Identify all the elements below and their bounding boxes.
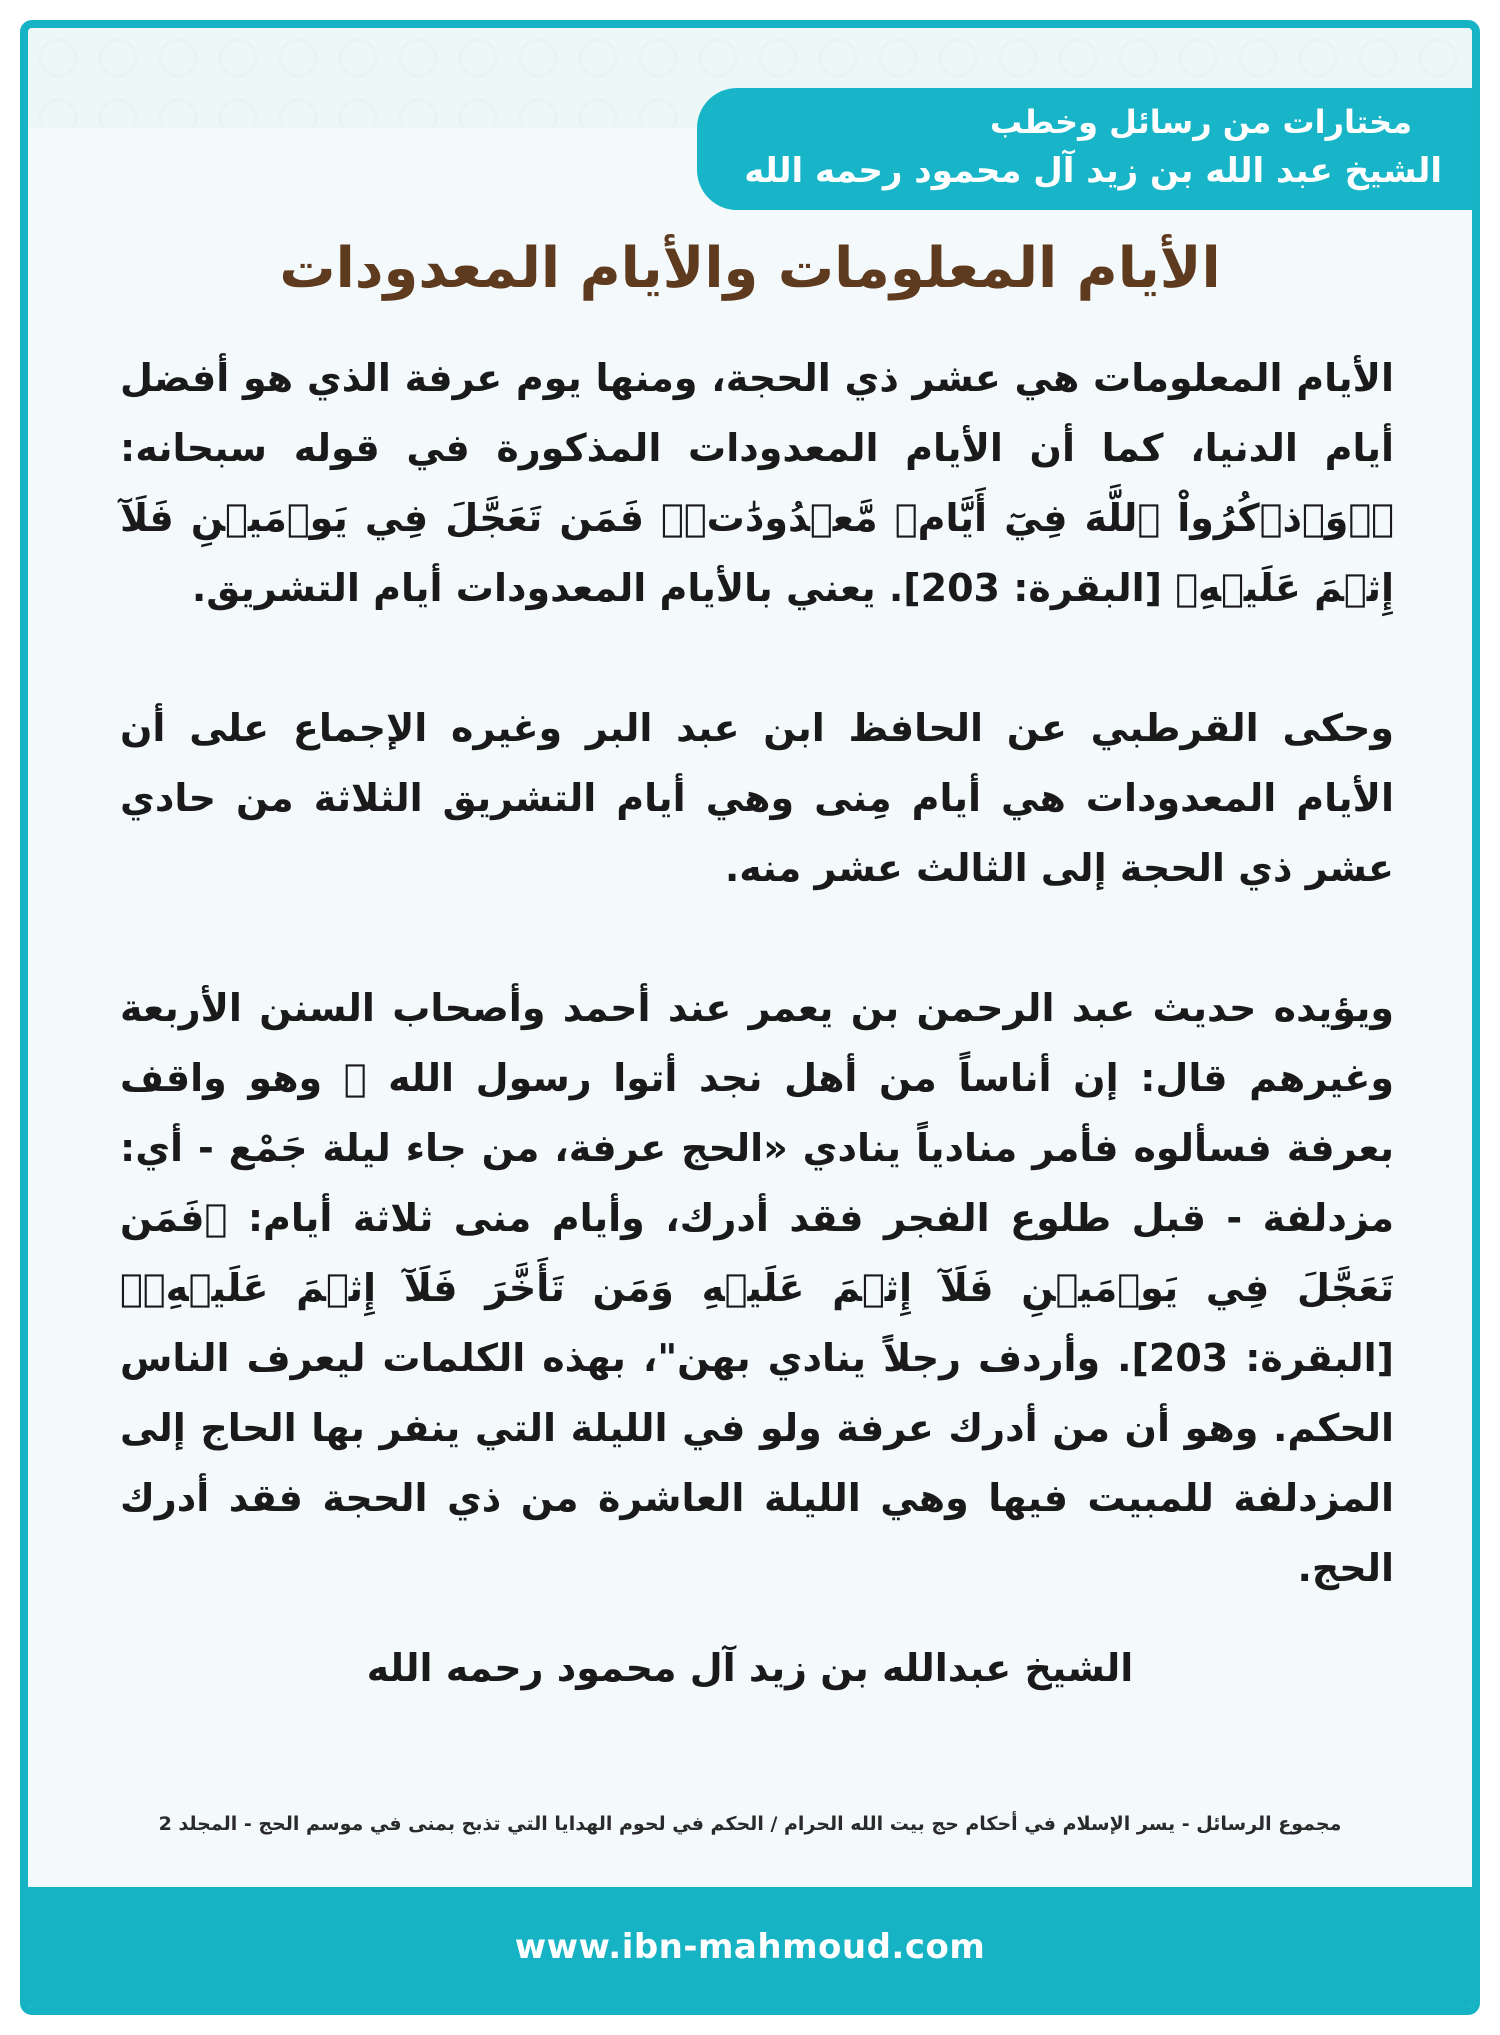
header-author: الشيخ عبد الله بن زيد آل محمود رحمه الله [744, 151, 1442, 191]
website-link[interactable]: www.ibn-mahmoud.com [514, 1927, 986, 1967]
page-frame [20, 20, 1480, 2015]
article-body [120, 343, 1394, 1603]
signature: الشيخ عبدالله بن زيد آل محمود رحمه الله [366, 1646, 1134, 1690]
paragraph-1: الأيام المعلومات هي عشر ذي الحجة، ومنها يوم عرفة الذي هو أفضل أيام الدنيا، كما أن الأيام المعدودات المذكورة في قوله سبحانه: ﴿۞وَٱذۡكُرُواْ ٱللَّهَ فِيٓ أَيَّامٖ مَّعۡدُودَٰتٖۚ فَمَن تَعَجَّلَ فِي يَوۡمَيۡنِ فَلَآ إِثۡمَ عَلَيۡهِ﴾ [البقرة: 203]. يعني بالأيام المعدودات أيام التشريق. [120, 356, 1394, 610]
paragraph-2: وحكى القرطبي عن الحافظ ابن عبد البر وغيره الإجماع على أن الأيام المعدودات هي أيام مِنى وهي أيام التشريق الثلاثة من حادي عشر ذي الحجة إلى الثالث عشر منه. [120, 706, 1394, 890]
footer-bar [28, 1887, 1472, 2007]
paragraph-3: ويؤيده حديث عبد الرحمن بن يعمر عند أحمد وأصحاب السنن الأربعة وغيرهم قال: إن أناساً من أهل نجد أتوا رسول الله ﷺ وهو واقف بعرفة فسألوه فأمر منادياً ينادي «الحج عرفة، من جاء ليلة جَمْع - أي: مزدلفة - قبل طلوع الفجر فقد أدرك، وأيام منى ثلاثة أيام: ﴿فَمَن تَعَجَّلَ فِي يَوۡمَيۡنِ فَلَآ إِثۡمَ عَلَيۡهِ وَمَن تَأَخَّرَ فَلَآ إِثۡمَ عَلَيۡهِۖ﴾ [البقرة: 203]. وأردف رجلاً ينادي بهن"، بهذه الكلمات ليعرف الناس الحكم. وهو أن من أدرك عرفة ولو في الليلة التي ينفر بها الحاج إلى المزدلفة للمبيت فيها وهي الليلة العاشرة من ذي الحجة فقد أدرك الحج. [120, 986, 1394, 1590]
header-subtitle: مختارات من رسائل وخطب [989, 103, 1412, 141]
header-badge [697, 88, 1472, 210]
source-citation: مجموع الرسائل - يسر الإسلام في أحكام حج بيت الله الحرام / الحكم في لحوم الهدايا التي تذبح بمنى في موسم الحج - المجلد 2 [158, 1813, 1342, 1835]
page-title: الأيام المعلومات والأيام المعدودات [279, 236, 1221, 301]
